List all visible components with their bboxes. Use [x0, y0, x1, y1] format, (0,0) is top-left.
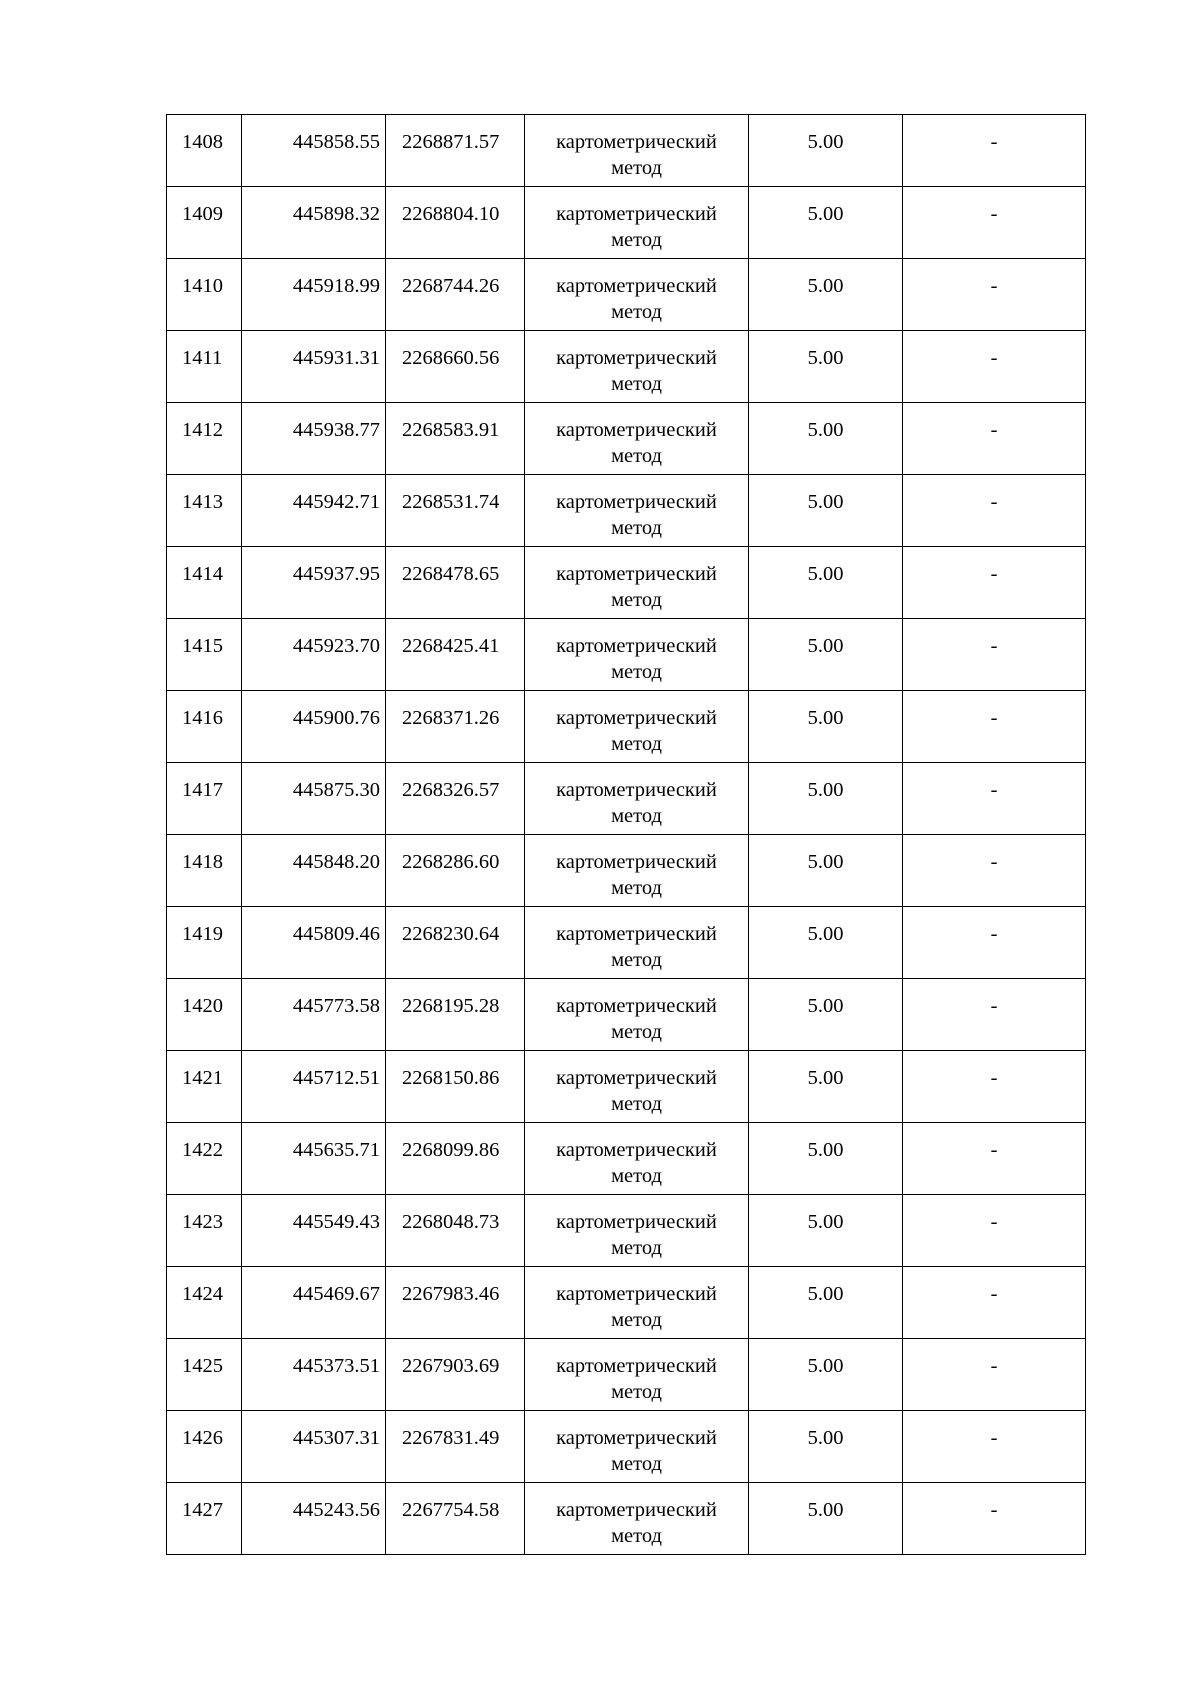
method-text: картометрический	[556, 707, 717, 729]
method-text: картометрический	[556, 1139, 717, 1161]
y-coordinate-cell: 2268871.57	[386, 115, 525, 187]
method-text: картометрический	[556, 1355, 717, 1377]
method-cell	[525, 763, 749, 835]
method-text: метод	[611, 589, 662, 611]
accuracy-cell: 5.00	[749, 1411, 903, 1483]
method-text: метод	[611, 373, 662, 395]
point-number-cell: 1413	[167, 475, 242, 547]
method-text: картометрический	[556, 491, 717, 513]
note-cell: -	[903, 691, 1086, 763]
note-cell: -	[903, 259, 1086, 331]
method-text: метод	[611, 229, 662, 251]
note-cell: -	[903, 331, 1086, 403]
table-row	[167, 1267, 1086, 1339]
note-cell: -	[903, 115, 1086, 187]
method-text: картометрический	[556, 563, 717, 585]
method-text: метод	[611, 1093, 662, 1115]
y-coordinate-cell: 2268804.10	[386, 187, 525, 259]
point-number-cell: 1423	[167, 1195, 242, 1267]
method-cell	[525, 331, 749, 403]
accuracy-cell: 5.00	[749, 1051, 903, 1123]
method-text: картометрический	[556, 851, 717, 873]
method-cell	[525, 259, 749, 331]
y-coordinate-cell: 2268195.28	[386, 979, 525, 1051]
method-text: картометрический	[556, 779, 717, 801]
point-number-cell: 1425	[167, 1339, 242, 1411]
x-coordinate-cell: 445712.51	[242, 1051, 386, 1123]
method-cell	[525, 187, 749, 259]
table-row	[167, 1483, 1086, 1555]
method-cell	[525, 1411, 749, 1483]
point-number-cell: 1412	[167, 403, 242, 475]
x-coordinate-cell: 445937.95	[242, 547, 386, 619]
method-text: метод	[611, 661, 662, 683]
method-cell	[525, 979, 749, 1051]
method-text: картометрический	[556, 275, 717, 297]
table-row	[167, 259, 1086, 331]
note-cell: -	[903, 619, 1086, 691]
note-cell: -	[903, 907, 1086, 979]
point-number-cell: 1408	[167, 115, 242, 187]
x-coordinate-cell: 445923.70	[242, 619, 386, 691]
method-cell	[525, 1339, 749, 1411]
x-coordinate-cell: 445773.58	[242, 979, 386, 1051]
point-number-cell: 1427	[167, 1483, 242, 1555]
table-row	[167, 763, 1086, 835]
table-row	[167, 187, 1086, 259]
table-row	[167, 403, 1086, 475]
x-coordinate-cell: 445635.71	[242, 1123, 386, 1195]
table-row	[167, 691, 1086, 763]
method-text: метод	[611, 517, 662, 539]
method-cell	[525, 547, 749, 619]
note-cell: -	[903, 835, 1086, 907]
note-cell: -	[903, 547, 1086, 619]
point-number-cell: 1419	[167, 907, 242, 979]
x-coordinate-cell: 445931.31	[242, 331, 386, 403]
method-text: картометрический	[556, 1283, 717, 1305]
table-row	[167, 907, 1086, 979]
method-text: метод	[611, 1309, 662, 1331]
method-cell	[525, 403, 749, 475]
method-text: метод	[611, 445, 662, 467]
y-coordinate-cell: 2268583.91	[386, 403, 525, 475]
y-coordinate-cell: 2267983.46	[386, 1267, 525, 1339]
method-text: картометрический	[556, 419, 717, 441]
method-text: метод	[611, 805, 662, 827]
accuracy-cell: 5.00	[749, 547, 903, 619]
method-text: картометрический	[556, 923, 717, 945]
note-cell: -	[903, 979, 1086, 1051]
point-number-cell: 1421	[167, 1051, 242, 1123]
method-cell	[525, 835, 749, 907]
note-cell: -	[903, 187, 1086, 259]
note-cell: -	[903, 1123, 1086, 1195]
note-cell: -	[903, 763, 1086, 835]
accuracy-cell: 5.00	[749, 1483, 903, 1555]
y-coordinate-cell: 2267754.58	[386, 1483, 525, 1555]
y-coordinate-cell: 2268660.56	[386, 331, 525, 403]
table-row	[167, 619, 1086, 691]
table-row	[167, 1195, 1086, 1267]
table-row	[167, 1051, 1086, 1123]
x-coordinate-cell: 445243.56	[242, 1483, 386, 1555]
x-coordinate-cell: 445938.77	[242, 403, 386, 475]
note-cell: -	[903, 1483, 1086, 1555]
method-text: картометрический	[556, 995, 717, 1017]
x-coordinate-cell: 445918.99	[242, 259, 386, 331]
method-cell	[525, 691, 749, 763]
note-cell: -	[903, 1267, 1086, 1339]
method-text: картометрический	[556, 1211, 717, 1233]
table-row	[167, 475, 1086, 547]
point-number-cell: 1415	[167, 619, 242, 691]
table-body	[167, 115, 1086, 1555]
method-text: метод	[611, 157, 662, 179]
y-coordinate-cell: 2268150.86	[386, 1051, 525, 1123]
table-row	[167, 331, 1086, 403]
accuracy-cell: 5.00	[749, 691, 903, 763]
accuracy-cell: 5.00	[749, 1339, 903, 1411]
note-cell: -	[903, 1411, 1086, 1483]
point-number-cell: 1426	[167, 1411, 242, 1483]
y-coordinate-cell: 2268230.64	[386, 907, 525, 979]
point-number-cell: 1424	[167, 1267, 242, 1339]
table-row	[167, 979, 1086, 1051]
note-cell: -	[903, 403, 1086, 475]
method-text: метод	[611, 1453, 662, 1475]
method-text: картометрический	[556, 131, 717, 153]
method-text: картометрический	[556, 203, 717, 225]
coordinates-table	[166, 114, 1086, 1555]
y-coordinate-cell: 2268326.57	[386, 763, 525, 835]
method-cell	[525, 475, 749, 547]
x-coordinate-cell: 445307.31	[242, 1411, 386, 1483]
method-text: картометрический	[556, 347, 717, 369]
point-number-cell: 1409	[167, 187, 242, 259]
accuracy-cell: 5.00	[749, 763, 903, 835]
y-coordinate-cell: 2268048.73	[386, 1195, 525, 1267]
accuracy-cell: 5.00	[749, 403, 903, 475]
x-coordinate-cell: 445469.67	[242, 1267, 386, 1339]
x-coordinate-cell: 445549.43	[242, 1195, 386, 1267]
method-text: картометрический	[556, 635, 717, 657]
method-cell	[525, 1195, 749, 1267]
method-cell	[525, 1267, 749, 1339]
y-coordinate-cell: 2268371.26	[386, 691, 525, 763]
y-coordinate-cell: 2268744.26	[386, 259, 525, 331]
accuracy-cell: 5.00	[749, 115, 903, 187]
accuracy-cell: 5.00	[749, 331, 903, 403]
y-coordinate-cell: 2268099.86	[386, 1123, 525, 1195]
x-coordinate-cell: 445858.55	[242, 115, 386, 187]
table-row	[167, 115, 1086, 187]
method-text: метод	[611, 949, 662, 971]
accuracy-cell: 5.00	[749, 619, 903, 691]
x-coordinate-cell: 445848.20	[242, 835, 386, 907]
method-text: метод	[611, 1237, 662, 1259]
method-cell	[525, 619, 749, 691]
method-text: метод	[611, 733, 662, 755]
method-text: метод	[611, 301, 662, 323]
accuracy-cell: 5.00	[749, 259, 903, 331]
method-text: картометрический	[556, 1067, 717, 1089]
x-coordinate-cell: 445898.32	[242, 187, 386, 259]
method-cell	[525, 115, 749, 187]
point-number-cell: 1414	[167, 547, 242, 619]
point-number-cell: 1416	[167, 691, 242, 763]
note-cell: -	[903, 1051, 1086, 1123]
method-text: метод	[611, 1165, 662, 1187]
accuracy-cell: 5.00	[749, 1123, 903, 1195]
method-text: метод	[611, 1021, 662, 1043]
y-coordinate-cell: 2267903.69	[386, 1339, 525, 1411]
point-number-cell: 1417	[167, 763, 242, 835]
y-coordinate-cell: 2268425.41	[386, 619, 525, 691]
x-coordinate-cell: 445900.76	[242, 691, 386, 763]
accuracy-cell: 5.00	[749, 979, 903, 1051]
note-cell: -	[903, 475, 1086, 547]
accuracy-cell: 5.00	[749, 1195, 903, 1267]
accuracy-cell: 5.00	[749, 475, 903, 547]
y-coordinate-cell: 2267831.49	[386, 1411, 525, 1483]
table-row	[167, 1339, 1086, 1411]
method-text: метод	[611, 1525, 662, 1547]
point-number-cell: 1420	[167, 979, 242, 1051]
method-text: метод	[611, 877, 662, 899]
y-coordinate-cell: 2268478.65	[386, 547, 525, 619]
method-cell	[525, 1051, 749, 1123]
point-number-cell: 1418	[167, 835, 242, 907]
method-text: картометрический	[556, 1499, 717, 1521]
accuracy-cell: 5.00	[749, 907, 903, 979]
y-coordinate-cell: 2268286.60	[386, 835, 525, 907]
method-cell	[525, 1483, 749, 1555]
point-number-cell: 1410	[167, 259, 242, 331]
accuracy-cell: 5.00	[749, 187, 903, 259]
table-row	[167, 1411, 1086, 1483]
method-cell	[525, 907, 749, 979]
y-coordinate-cell: 2268531.74	[386, 475, 525, 547]
note-cell: -	[903, 1339, 1086, 1411]
table-row	[167, 1123, 1086, 1195]
point-number-cell: 1422	[167, 1123, 242, 1195]
method-cell	[525, 1123, 749, 1195]
method-text: картометрический	[556, 1427, 717, 1449]
x-coordinate-cell: 445875.30	[242, 763, 386, 835]
note-cell: -	[903, 1195, 1086, 1267]
method-text: метод	[611, 1381, 662, 1403]
accuracy-cell: 5.00	[749, 835, 903, 907]
point-number-cell: 1411	[167, 331, 242, 403]
table-row	[167, 835, 1086, 907]
x-coordinate-cell: 445373.51	[242, 1339, 386, 1411]
table-row	[167, 547, 1086, 619]
x-coordinate-cell: 445809.46	[242, 907, 386, 979]
accuracy-cell: 5.00	[749, 1267, 903, 1339]
x-coordinate-cell: 445942.71	[242, 475, 386, 547]
